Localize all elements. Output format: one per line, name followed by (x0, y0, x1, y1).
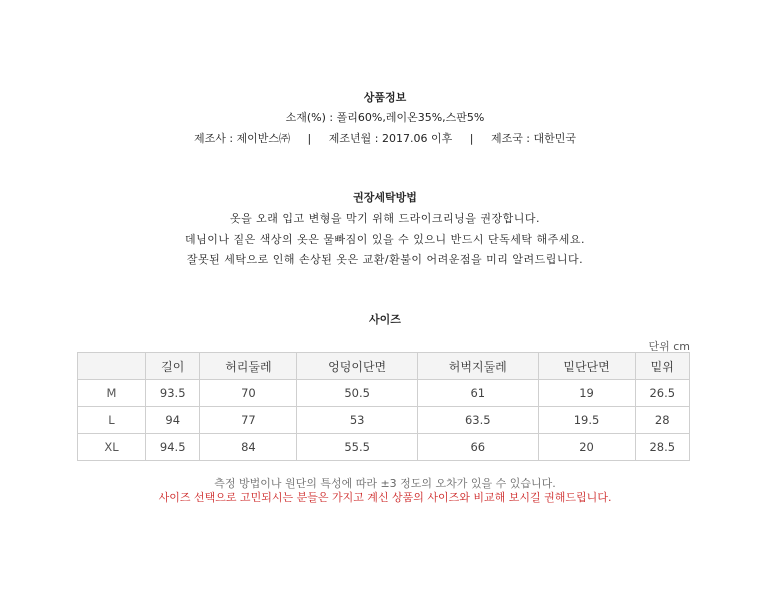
table-header-cell: 밑위 (635, 353, 690, 380)
table-header-cell: 길이 (146, 353, 200, 380)
manufacturer: 제조사 : 제이반스㈜ (193, 132, 291, 145)
table-header-row (78, 353, 690, 380)
table-cell: 66 (417, 434, 538, 461)
size-label-cell: XL (78, 434, 146, 461)
table-cell: 26.5 (635, 380, 690, 407)
table-cell: 94 (146, 407, 200, 434)
table-header-cell: 엉덩이단면 (297, 353, 418, 380)
care-line: 잘못된 세탁으로 인해 손상된 옷은 교환/환불이 어려운점을 미리 알려드립니다. (186, 253, 584, 266)
table-cell: 28.5 (635, 434, 690, 461)
table-header-cell: 허리둘레 (200, 353, 297, 380)
care-line: 옷을 오래 입고 변형을 막기 위해 드라이크리닝을 권장합니다. (229, 212, 541, 225)
table-row (78, 434, 690, 461)
table-cell: 84 (200, 434, 297, 461)
table-row (78, 407, 690, 434)
table-cell: 93.5 (146, 380, 200, 407)
table-cell: 70 (200, 380, 297, 407)
table-cell: 55.5 (297, 434, 418, 461)
table-cell: 20 (538, 434, 635, 461)
table-cell: 94.5 (146, 434, 200, 461)
country-of-origin: 제조국 : 대한민국 (490, 132, 577, 145)
size-label-cell: L (78, 407, 146, 434)
unit-label: 단위 cm (648, 340, 690, 353)
care-title: 권장세탁방법 (353, 191, 417, 204)
table-cell: 77 (200, 407, 297, 434)
table-header-cell (78, 353, 146, 380)
care-line: 데님이나 짙은 색상의 옷은 물빠짐이 있을 수 있으니 반드시 단독세탁 해주세요. (185, 233, 585, 246)
size-label-cell: M (78, 380, 146, 407)
table-cell: 53 (297, 407, 418, 434)
table-cell: 63.5 (417, 407, 538, 434)
separator: | (469, 132, 474, 145)
manufacture-date: 제조년월 : 2017.06 이후 (328, 132, 453, 145)
table-cell: 28 (635, 407, 690, 434)
product-info-title: 상품정보 (363, 91, 407, 104)
measurement-note: 측정 방법이나 원단의 특성에 따라 ±3 정도의 오차가 있을 수 있습니다. (214, 477, 556, 490)
manufacture-info (0, 130, 770, 146)
table-row (78, 380, 690, 407)
size-compare-note: 사이즈 선택으로 고민되시는 분들은 가지고 계신 상품의 사이즈와 비교해 보시길 권해드립니다. (158, 491, 612, 504)
size-table (77, 352, 690, 461)
table-cell: 19.5 (538, 407, 635, 434)
table-cell: 50.5 (297, 380, 418, 407)
material-composition: 소재(%) : 폴리60%,레이온35%,스판5% (285, 111, 485, 124)
separator: | (307, 132, 312, 145)
table-header-cell: 밑단단면 (538, 353, 635, 380)
table-header-cell: 허벅지둘레 (417, 353, 538, 380)
size-title: 사이즈 (369, 313, 401, 326)
table-cell: 19 (538, 380, 635, 407)
table-cell: 61 (417, 380, 538, 407)
